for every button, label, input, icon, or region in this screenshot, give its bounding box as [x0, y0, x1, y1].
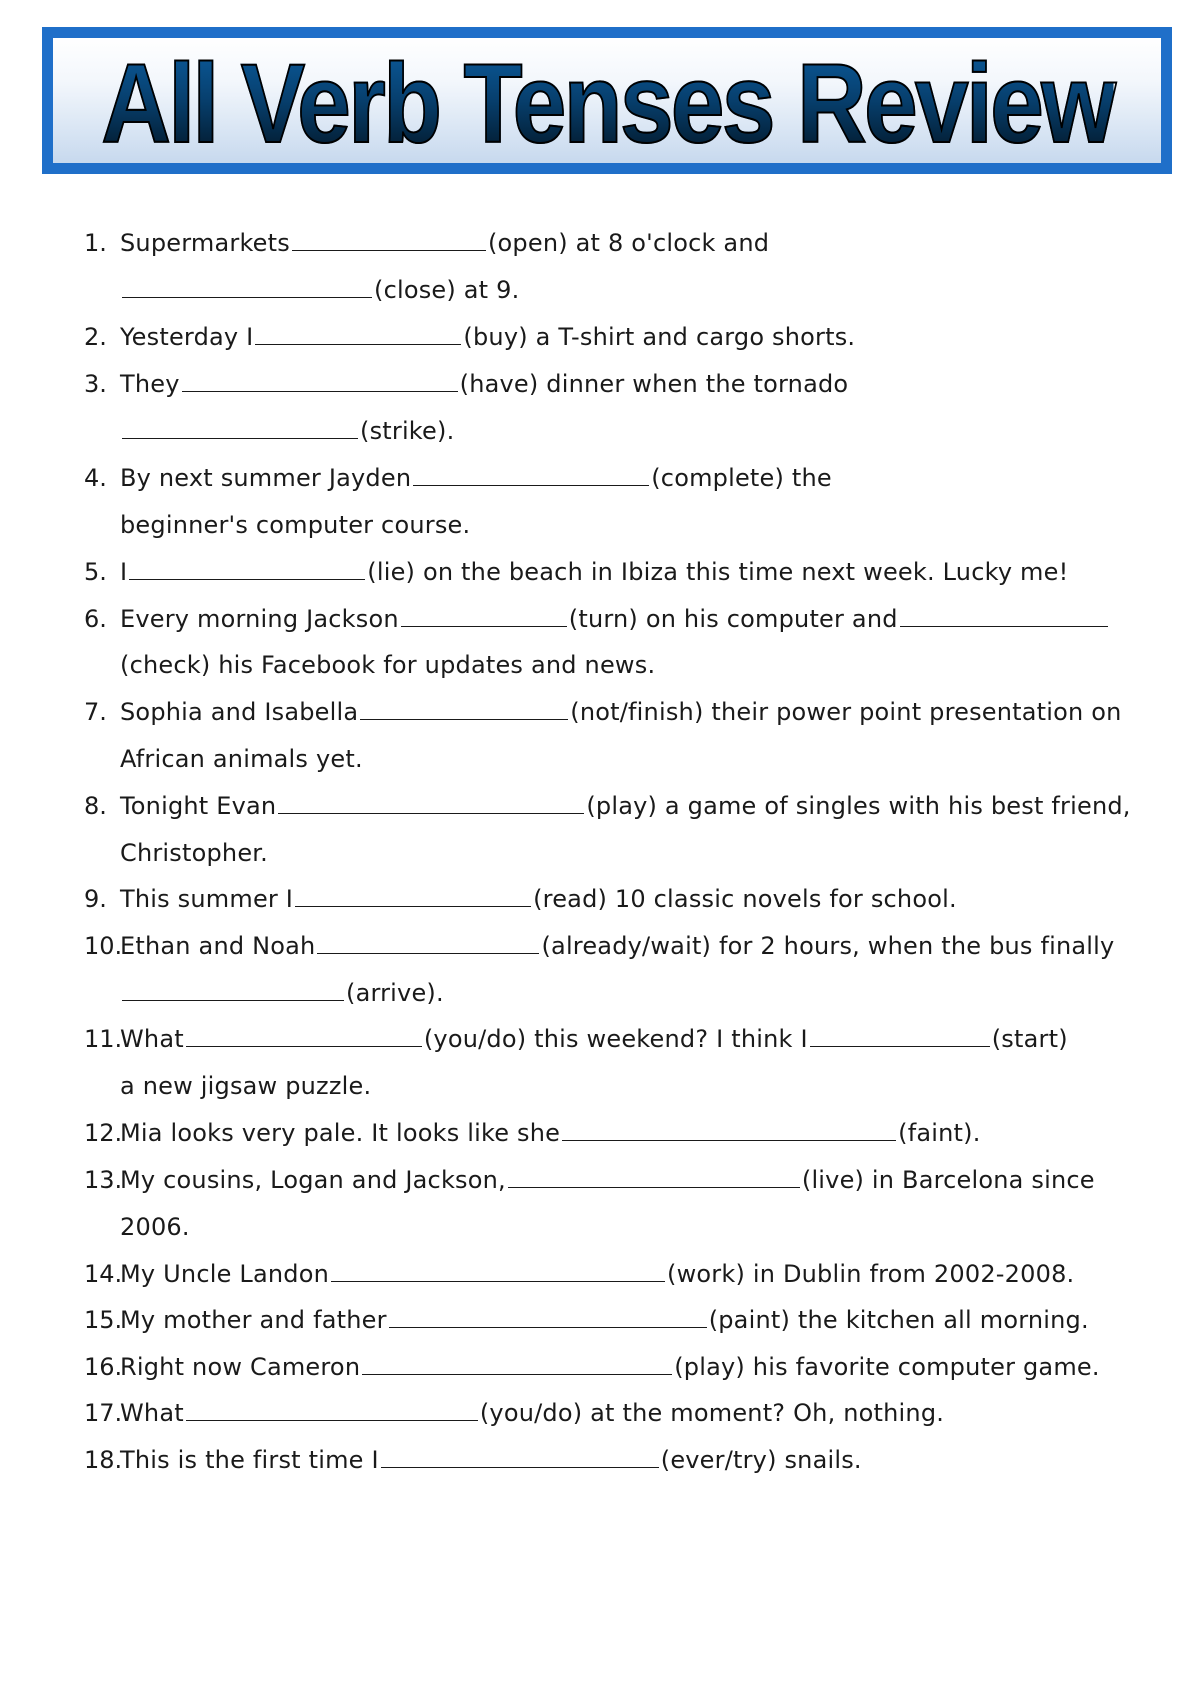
exercise-line	[120, 604, 1110, 634]
exercise-line	[120, 416, 454, 446]
exercise-line	[120, 322, 855, 352]
answer-blank[interactable]	[186, 1398, 478, 1421]
exercise-text: African animals yet.	[120, 745, 363, 773]
exercise-line	[120, 791, 1131, 821]
exercise-text: (open) at 8 o'clock and	[487, 229, 770, 257]
exercise-text: Right now Cameron	[120, 1353, 361, 1381]
answer-blank[interactable]	[182, 369, 458, 392]
exercise-line	[120, 1352, 1100, 1382]
exercise-text: (start)	[991, 1025, 1068, 1053]
page-title: All Verb Tenses Review	[100, 40, 1114, 166]
exercise-line	[120, 1398, 944, 1428]
exercise-line	[120, 228, 769, 258]
item-number: 3.	[84, 370, 107, 398]
exercise-text: (live) in Barcelona since	[801, 1166, 1095, 1194]
answer-blank[interactable]	[360, 697, 568, 720]
answer-blank[interactable]	[122, 978, 344, 1001]
item-number: 10.	[84, 932, 123, 960]
exercise-line	[120, 275, 519, 305]
exercise-line	[120, 650, 655, 680]
exercise-text: (you/do) this weekend? I think I	[423, 1025, 808, 1053]
exercise-text: My Uncle Landon	[120, 1260, 329, 1288]
answer-blank[interactable]	[295, 884, 531, 907]
exercise-line	[120, 1071, 371, 1101]
exercise-text: (faint).	[898, 1119, 981, 1147]
answer-blank[interactable]	[129, 557, 365, 580]
exercise-line	[120, 1024, 1068, 1054]
exercise-text: (close) at 9.	[374, 276, 520, 304]
item-number: 14.	[84, 1260, 123, 1288]
exercise-line	[120, 1165, 1095, 1195]
item-number: 9.	[84, 885, 107, 913]
answer-blank[interactable]	[292, 228, 486, 251]
answer-blank[interactable]	[122, 416, 358, 439]
exercise-text: Mia looks very pale. It looks like she	[120, 1119, 561, 1147]
exercise-line	[120, 744, 363, 774]
item-number: 7.	[84, 698, 107, 726]
exercise-text: I	[120, 558, 128, 586]
exercise-text: This summer I	[120, 885, 294, 913]
item-number: 5.	[84, 558, 107, 586]
exercise-text: Supermarkets	[120, 229, 290, 257]
exercise-text: My cousins, Logan and Jackson,	[120, 1166, 506, 1194]
exercise-line	[120, 978, 444, 1008]
answer-blank[interactable]	[810, 1024, 990, 1047]
answer-blank[interactable]	[900, 604, 1108, 627]
answer-blank[interactable]	[278, 791, 584, 814]
exercise-text: This is the first time I	[120, 1446, 379, 1474]
exercise-text: (complete) the	[651, 464, 832, 492]
exercise-text: My mother and father	[120, 1306, 387, 1334]
exercise-line	[120, 1212, 190, 1242]
item-number: 16.	[84, 1353, 123, 1381]
answer-blank[interactable]	[331, 1259, 665, 1282]
exercise-text: 2006.	[120, 1213, 190, 1241]
exercise-text: (you/do) at the moment? Oh, nothing.	[479, 1399, 945, 1427]
exercise-text: (check) his Facebook for updates and news.	[120, 651, 656, 679]
item-number: 13.	[84, 1166, 123, 1194]
item-number: 15.	[84, 1306, 123, 1334]
exercise-line	[120, 1259, 1074, 1289]
answer-blank[interactable]	[255, 322, 461, 345]
item-number: 6.	[84, 605, 107, 633]
exercise-text: a new jigsaw puzzle.	[120, 1072, 372, 1100]
exercise-text: (lie) on the beach in Ibiza this time next week. Lucky me!	[367, 558, 1069, 586]
answer-blank[interactable]	[122, 275, 372, 298]
exercise-line	[120, 1445, 862, 1475]
exercise-text: (paint) the kitchen all morning.	[708, 1306, 1089, 1334]
exercise-line	[120, 884, 957, 914]
exercise-text: Every morning Jackson	[120, 605, 399, 633]
answer-blank[interactable]	[401, 604, 567, 627]
exercise-text: (not/finish) their power point presentation on	[570, 698, 1122, 726]
answer-blank[interactable]	[381, 1445, 659, 1468]
exercise-text: What	[120, 1399, 184, 1427]
exercise-text: Christopher.	[120, 839, 269, 867]
exercise-line	[120, 838, 268, 868]
item-number: 18.	[84, 1446, 123, 1474]
exercise-text: (turn) on his computer and	[568, 605, 898, 633]
item-number: 4.	[84, 464, 107, 492]
exercise-text: (work) in Dublin from 2002-2008.	[667, 1260, 1075, 1288]
exercise-text: Tonight Evan	[120, 792, 277, 820]
exercise-text: (already/wait) for 2 hours, when the bus finally	[541, 932, 1115, 960]
exercise-text: Yesterday I	[120, 323, 254, 351]
exercise-text: (have) dinner when the tornado	[459, 370, 849, 398]
exercise-text: (ever/try) snails.	[660, 1446, 862, 1474]
answer-blank[interactable]	[317, 931, 539, 954]
exercise-line	[120, 510, 470, 540]
exercise-text: (buy) a T-shirt and cargo shorts.	[463, 323, 856, 351]
item-number: 17.	[84, 1399, 123, 1427]
exercise-line	[120, 1118, 981, 1148]
exercise-text: (strike).	[360, 417, 455, 445]
exercise-text: Sophia and Isabella	[120, 698, 359, 726]
item-number: 1.	[84, 229, 107, 257]
exercise-text: Ethan and Noah	[120, 932, 316, 960]
exercise-line	[120, 369, 848, 399]
exercise-line	[120, 697, 1122, 727]
answer-blank[interactable]	[362, 1352, 672, 1375]
exercise-text: They	[120, 370, 180, 398]
item-number: 2.	[84, 323, 107, 351]
item-number: 11.	[84, 1025, 123, 1053]
exercise-line	[120, 557, 1068, 587]
exercise-text: By next summer Jayden	[120, 464, 412, 492]
exercise-text: beginner's computer course.	[120, 511, 471, 539]
exercise-text: (read) 10 classic novels for school.	[533, 885, 957, 913]
exercise-line	[120, 463, 832, 493]
item-number: 8.	[84, 792, 107, 820]
answer-blank[interactable]	[562, 1118, 896, 1141]
exercise-text: (arrive).	[346, 979, 444, 1007]
answer-blank[interactable]	[186, 1024, 422, 1047]
exercise-line	[120, 931, 1114, 961]
item-number: 12.	[84, 1119, 123, 1147]
exercise-line	[120, 1305, 1089, 1335]
exercise-text: (play) a game of singles with his best friend,	[586, 792, 1131, 820]
exercise-text: (play) his favorite computer game.	[674, 1353, 1100, 1381]
answer-blank[interactable]	[413, 463, 649, 486]
exercise-text: What	[120, 1025, 184, 1053]
answer-blank[interactable]	[508, 1165, 800, 1188]
answer-blank[interactable]	[389, 1305, 707, 1328]
